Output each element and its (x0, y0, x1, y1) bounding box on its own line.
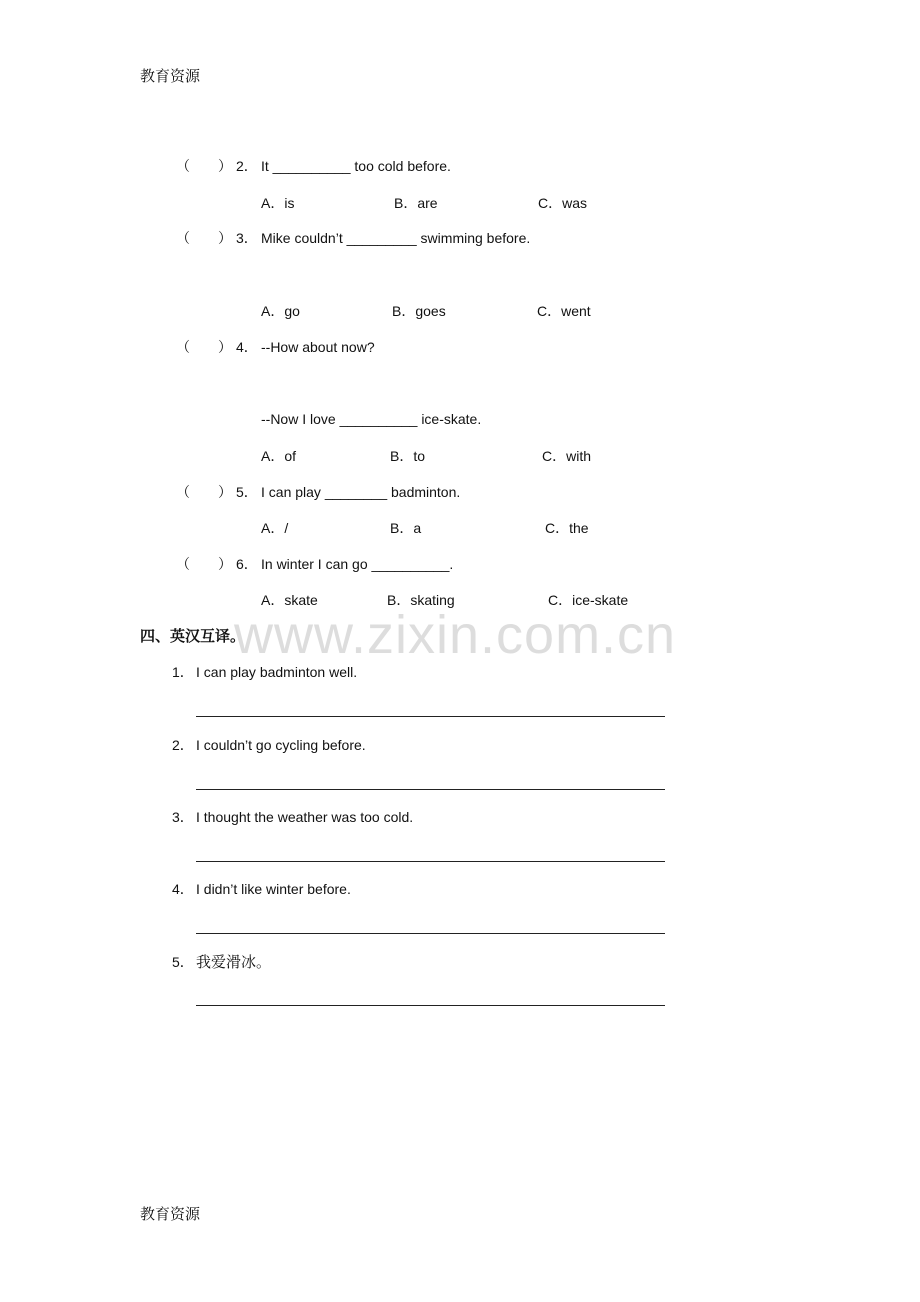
item-text: I can play badminton well. (196, 664, 358, 680)
option-c: C．the (545, 520, 589, 536)
watermark: www.zixin.com.cn (234, 605, 677, 665)
answer-line[interactable] (196, 789, 665, 790)
answer-line[interactable] (196, 933, 665, 934)
answer-line[interactable] (196, 861, 665, 862)
answer-paren[interactable]: （ ） (176, 339, 232, 355)
question-number: 4． (236, 339, 258, 355)
option-b: B．goes (392, 303, 446, 319)
option-c: C．went (537, 303, 591, 319)
answer-paren[interactable]: （ ） (176, 230, 232, 246)
item-text: 我爱滑冰。 (196, 953, 272, 971)
answer-paren[interactable]: （ ） (176, 556, 232, 572)
question-stem: In winter I can go __________. (261, 556, 454, 572)
item-text: I thought the weather was too cold. (196, 809, 414, 825)
option-c: C．was (538, 195, 588, 211)
question-stem: Mike couldn’t _________ swimming before. (261, 230, 531, 246)
question-stem: I can play ________ badminton. (261, 484, 461, 500)
question-number: 2． (236, 158, 258, 174)
option-c: C．with (542, 448, 592, 464)
question-stem: --How about now? (261, 339, 375, 355)
option-b: B．to (390, 448, 426, 464)
option-a: A．of (261, 448, 297, 464)
answer-paren[interactable]: （ ） (176, 484, 232, 500)
option-a: A．/ (261, 520, 289, 536)
section-title: 四、英汉互译。 (140, 627, 246, 645)
option-a: A．is (261, 195, 295, 211)
option-a: A．skate (261, 592, 318, 608)
item-number: 5． (172, 954, 194, 970)
page-header: 教育资源 (140, 67, 201, 85)
question-number: 5． (236, 484, 258, 500)
question-number: 3． (236, 230, 258, 246)
question-number: 6． (236, 556, 258, 572)
question-stem: It __________ too cold before. (261, 158, 451, 174)
option-b: B．are (394, 195, 438, 211)
item-number: 1． (172, 664, 194, 680)
option-b: B．skating (387, 592, 455, 608)
answer-paren[interactable]: （ ） (176, 158, 232, 174)
page-footer: 教育资源 (140, 1205, 201, 1223)
item-text: I couldn’t go cycling before. (196, 737, 366, 753)
item-number: 2． (172, 737, 194, 753)
option-c: C．ice-skate (548, 592, 629, 608)
item-number: 4． (172, 881, 194, 897)
option-a: A．go (261, 303, 300, 319)
answer-line[interactable] (196, 716, 665, 717)
answer-line[interactable] (196, 1005, 665, 1006)
option-b: B．a (390, 520, 422, 536)
question-stem-line2: --Now I love __________ ice-skate. (261, 411, 482, 427)
item-number: 3． (172, 809, 194, 825)
item-text: I didn’t like winter before. (196, 881, 351, 897)
